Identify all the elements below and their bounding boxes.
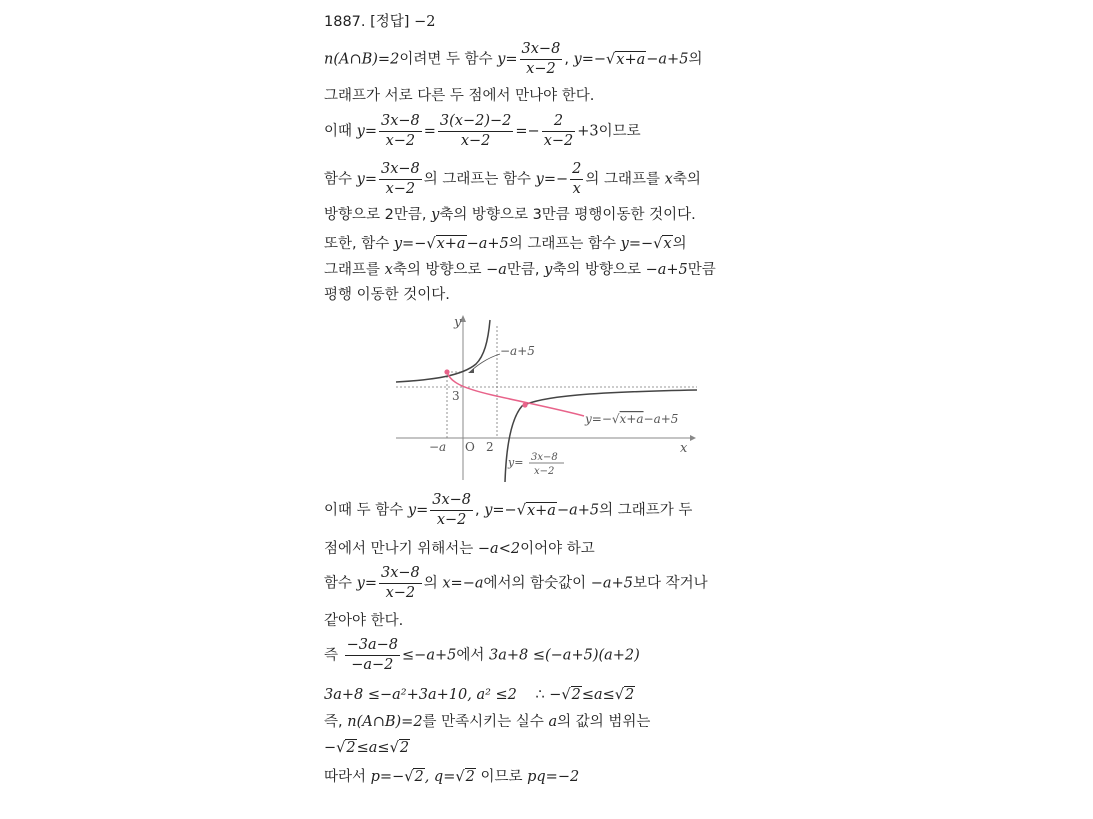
math-expr: y= xyxy=(356,575,377,592)
solution-line-6 xyxy=(324,234,687,254)
sqrt-expr: √2 xyxy=(614,687,635,703)
y-axis-label: y xyxy=(454,315,462,330)
math-expr: n(A∩B)=2 xyxy=(347,714,423,730)
answer-value: −2 xyxy=(414,14,436,30)
math-expr: 3a+8 ≤−a²+3a+10, xyxy=(324,687,472,703)
problem-header xyxy=(324,12,435,32)
text: 이어야 하고 xyxy=(520,541,595,557)
math-expr: y=− xyxy=(620,236,654,252)
math-expr: x=−a xyxy=(442,575,484,592)
solution-line-17 xyxy=(324,767,579,787)
text: 즉 xyxy=(324,647,339,664)
start-point xyxy=(444,369,449,374)
hyperbola-left-branch xyxy=(396,320,490,382)
function-graph xyxy=(392,312,712,484)
text: 이때 xyxy=(324,123,353,140)
hyperbola-label-den: x−2 xyxy=(534,466,555,477)
text: 이때 두 함수 xyxy=(324,502,404,519)
text: 의 xyxy=(672,236,687,252)
fraction: $\frac{3x-8}{x-2}$ xyxy=(521,41,561,77)
text: 를 만족시키는 실수 xyxy=(422,714,544,730)
text: 축의 방향으로 xyxy=(392,262,482,278)
math-expr: p=− xyxy=(370,769,405,785)
math-expr: −a<2 xyxy=(477,541,521,557)
shift-label: −a+5 xyxy=(500,344,535,358)
solution-line-5 xyxy=(324,205,696,225)
sqrt-expr: √x+a xyxy=(426,236,466,252)
text: 따라서 xyxy=(324,769,367,785)
sqrt-expr: √2 xyxy=(455,769,475,785)
sqrt-expr: √x+a xyxy=(516,502,556,519)
math-expr: −a+5 xyxy=(646,51,689,68)
solution-line-8: 평행 이동한 것이다. xyxy=(324,287,450,303)
fraction: $\frac{3x-8}{x-2}$ xyxy=(380,565,420,601)
math-expr: −a+5 xyxy=(466,236,509,252)
math-var: y xyxy=(544,262,553,278)
tick-3: 3 xyxy=(452,389,460,403)
fraction: $\frac{2}{x-2}$ xyxy=(543,113,574,149)
math-expr: n(A∩B)=2 xyxy=(324,51,400,68)
math-expr: 3a+8 ≤(−a+5)(a+2) xyxy=(488,647,640,664)
math-expr: y= xyxy=(407,502,429,519)
text: 함수 xyxy=(324,171,353,188)
math-expr: y= xyxy=(497,51,518,68)
solution-line-15 xyxy=(324,712,650,732)
answer-tag: [정답] xyxy=(370,14,410,30)
solution-line-3 xyxy=(324,112,641,151)
solution-line-16 xyxy=(324,738,410,758)
fraction: $\frac{3x-8}{x-2}$ xyxy=(432,492,471,528)
math-var: x xyxy=(664,171,673,188)
x-axis-arrow xyxy=(690,435,696,441)
math-expr: − xyxy=(549,687,562,703)
solution-line-12: 같아야 한다. xyxy=(324,613,404,629)
text: 의 그래프는 함수 xyxy=(423,171,532,188)
math-expr: ≤−a+5 xyxy=(402,647,457,664)
math-expr: y=− xyxy=(535,171,569,188)
text: 의 xyxy=(688,51,703,68)
math-expr: y=− xyxy=(484,502,517,519)
math-expr: , q= xyxy=(424,769,456,785)
text: 의 xyxy=(423,575,438,592)
intersection-point xyxy=(522,402,527,407)
math-expr: −a+5 xyxy=(645,262,688,278)
origin-label: O xyxy=(465,440,475,454)
sqrt-expr: √2 xyxy=(336,740,356,756)
pointer-line xyxy=(470,354,500,372)
text: 의 그래프를 xyxy=(585,171,661,188)
fraction: $\frac{-3a-8}{-a-2}$ xyxy=(346,637,399,673)
text: 의 값의 범위는 xyxy=(557,714,651,730)
solution-line-4 xyxy=(324,160,701,199)
math-expr: y= xyxy=(356,123,377,140)
text: 축의 방향으로 3만큼 평행이동한 것이다. xyxy=(439,207,696,223)
math-expr: ≤a≤ xyxy=(581,687,615,703)
text: 의 그래프가 두 xyxy=(599,502,693,519)
math-expr: −a xyxy=(486,262,507,278)
solution-line-1 xyxy=(324,40,702,79)
text: 만큼 xyxy=(687,262,716,278)
tick-neg-a: −a xyxy=(429,440,447,454)
text: 즉, xyxy=(324,714,343,730)
text: 의 그래프는 함수 xyxy=(508,236,617,252)
root-curve-label: y=−√x+a−a+5 xyxy=(585,412,679,426)
text: 점에서 만나기 위해서는 xyxy=(324,541,474,557)
math-expr: −a+5 xyxy=(590,575,633,592)
text: 함수 xyxy=(324,575,353,592)
comma: , xyxy=(564,51,569,68)
solution-line-2: 그래프가 서로 다른 두 점에서 만나야 한다. xyxy=(324,88,595,104)
solution-line-10 xyxy=(324,539,595,559)
hyperbola-label-y: y= xyxy=(508,456,524,469)
x-axis-label: x xyxy=(680,441,688,456)
text: 만큼, xyxy=(506,262,540,278)
tick-2: 2 xyxy=(486,440,494,454)
hyperbola-label-num: 3x−8 xyxy=(531,452,558,463)
sqrt-expr: √2 xyxy=(561,687,581,703)
math-expr: −a+5 xyxy=(556,502,600,519)
sqrt-expr: √2 xyxy=(389,740,410,756)
fraction: $\frac{3x-8}{x-2}$ xyxy=(380,113,420,149)
text: 축의 방향으로 xyxy=(552,262,641,278)
fraction: $\frac{3(x-2)-2}{x-2}$ xyxy=(439,113,512,149)
sqrt-expr: √2 xyxy=(404,769,424,785)
solution-line-14 xyxy=(324,685,635,705)
comma: , xyxy=(475,502,480,519)
math-expr: = xyxy=(423,123,436,140)
math-expr: − xyxy=(324,740,337,756)
text: 에서 xyxy=(456,647,485,664)
math-var: x xyxy=(384,262,393,278)
text: 에서의 함숫값이 xyxy=(483,575,587,592)
solution-line-7 xyxy=(324,260,716,280)
text: 이므로 xyxy=(480,769,523,785)
math-var: y xyxy=(431,207,440,223)
text: 방향으로 2만큼, xyxy=(324,207,427,223)
solution-line-11 xyxy=(324,564,708,603)
text: 그래프를 xyxy=(324,262,381,278)
therefore-symbol: ∴ xyxy=(535,687,545,703)
math-expr: +3 xyxy=(577,123,599,140)
sqrt-expr: √x+a xyxy=(606,51,646,68)
math-expr: pq=−2 xyxy=(527,769,580,785)
text: 이려면 두 함수 xyxy=(399,51,493,68)
solution-line-13 xyxy=(324,636,640,675)
text: 또한, 함수 xyxy=(324,236,390,252)
problem-number: 1887. xyxy=(324,14,366,30)
math-expr: ≤a≤ xyxy=(356,740,390,756)
root-curve xyxy=(447,372,584,416)
text: 축의 xyxy=(672,171,701,188)
math-expr: y=− xyxy=(573,51,607,68)
math-expr: y=− xyxy=(393,236,427,252)
fraction: $\frac{3x-8}{x-2}$ xyxy=(380,161,420,197)
math-var: a xyxy=(548,714,558,730)
text: 보다 작거나 xyxy=(632,575,708,592)
text: 이므로 xyxy=(598,123,641,140)
math-expr: =− xyxy=(515,123,540,140)
solution-line-9 xyxy=(324,491,692,530)
math-expr: a² ≤2 xyxy=(476,687,517,703)
fraction: $\frac{2}{x}$ xyxy=(572,161,582,197)
math-expr: y= xyxy=(356,171,377,188)
sqrt-expr: √x xyxy=(653,236,672,252)
